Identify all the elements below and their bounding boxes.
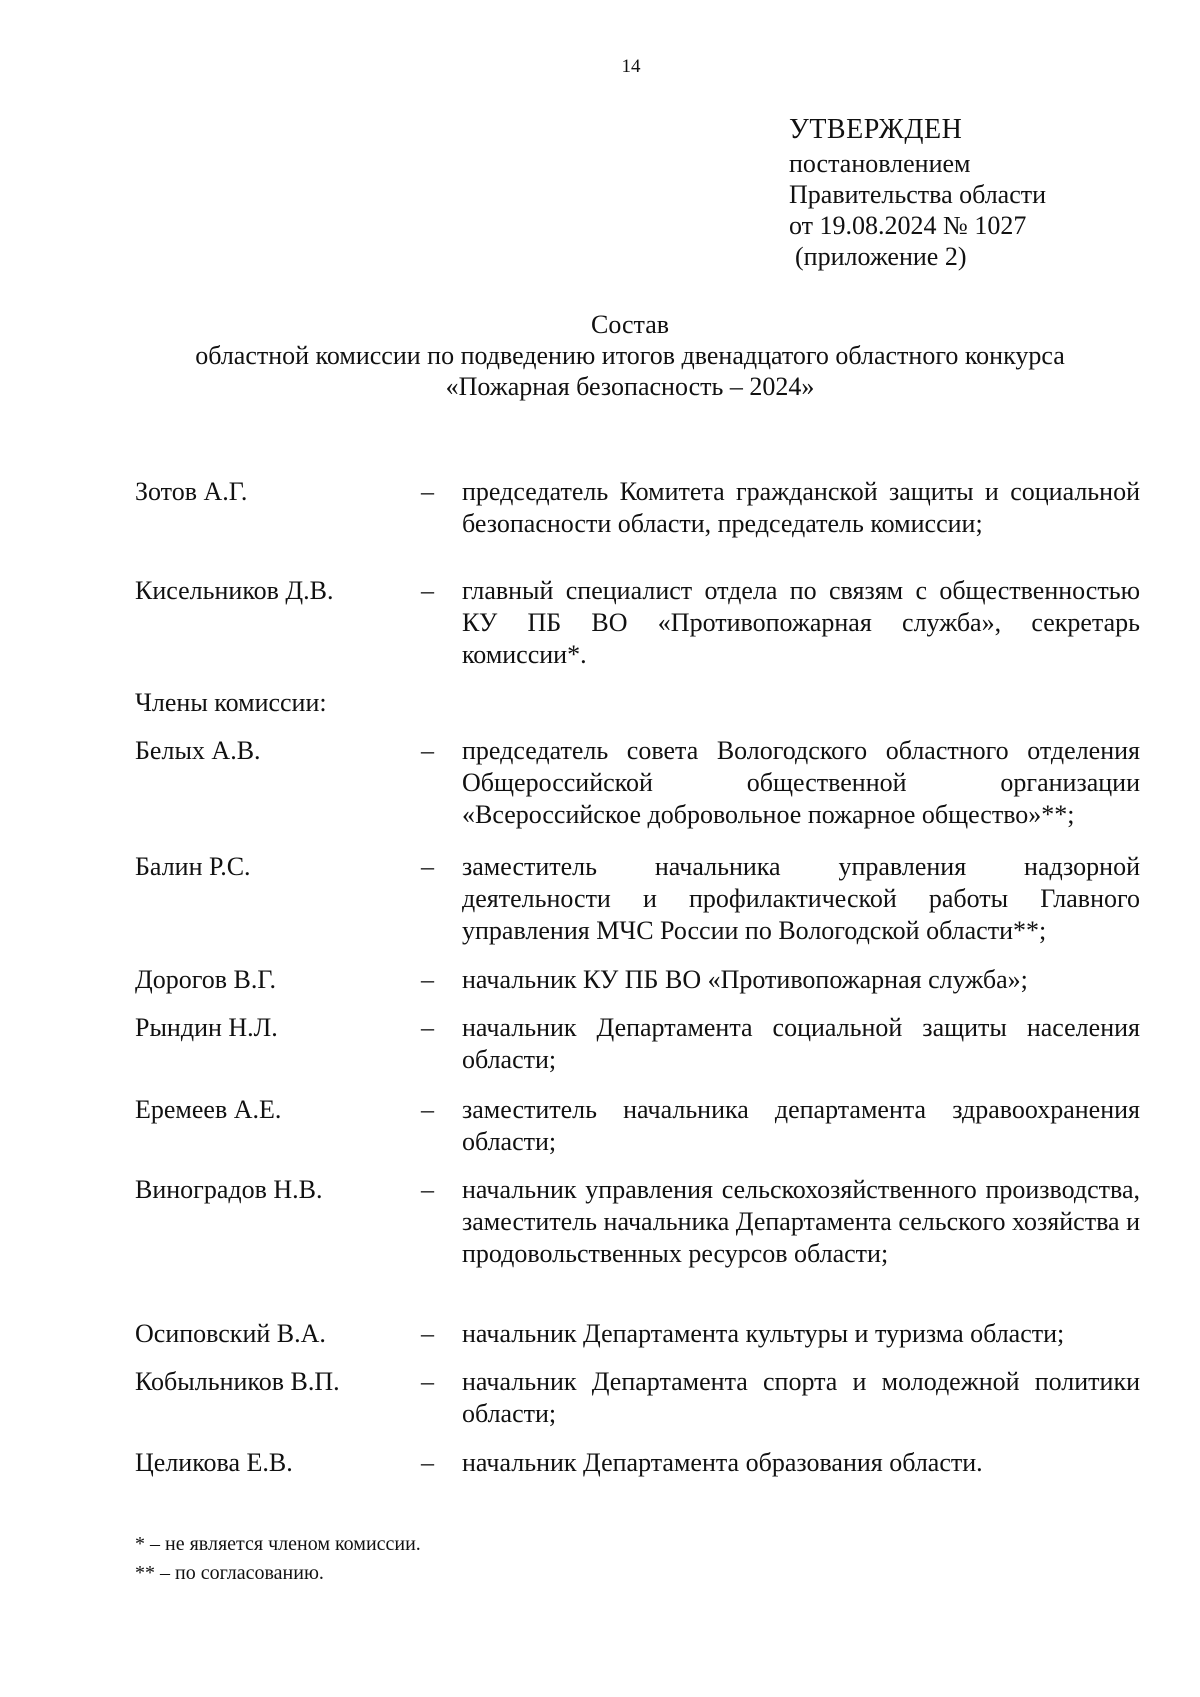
footnote: * – не является членом комиссии. [135,1533,421,1555]
dash: – [421,1367,434,1396]
dash: – [421,1013,434,1042]
footnotes [135,1530,421,1588]
page-number: 14 [621,56,641,77]
member-position: начальник Департамента социальной защиты населения области; [462,1013,1140,1074]
member-position: председатель Комитета гражданской защиты и социальной безопасности области, председатель комиссии; [462,477,1140,538]
member-name: Зотов А.Г. [135,477,248,506]
member-name: Кобыльников В.П. [135,1367,340,1396]
approval-line: от 19.08.2024 № 1027 [789,211,1027,240]
member-position: главный специалист отдела по связям с общественностью КУ ПБ ВО «Противопожарная служба», секретарь комиссии*. [462,576,1140,669]
approval-heading: УТВЕРЖДЕН [789,114,963,145]
member-position: начальник КУ ПБ ВО «Противопожарная служба»; [462,965,1028,994]
approval-block [789,112,1046,272]
member-name: Белых А.В. [135,736,261,765]
approval-annex: (приложение 2) [795,242,967,271]
member-name: Еремеев А.Е. [135,1095,282,1124]
member-position: начальник управления сельскохозяйственного производства, заместитель начальника Департамента сельского хозяйства и продовольственных ресурсов области; [462,1175,1140,1268]
member-position: заместитель начальника управления надзорной деятельности и профилактической работы Главного управления МЧС России по Вологодской области**; [462,852,1140,945]
member-name: Балин Р.С. [135,852,251,881]
footnote: ** – по согласованию. [135,1562,324,1584]
dash: – [421,1095,434,1124]
member-name: Кисельников Д.В. [135,576,334,605]
member-name: Рындин Н.Л. [135,1013,278,1042]
member-position: заместитель начальника департамента здравоохранения области; [462,1095,1140,1156]
title-line: Состав [590,310,670,339]
members-heading: Члены комиссии: [135,688,327,717]
dash: – [421,852,434,881]
approval-line: Правительства области [789,180,1047,209]
member-name: Дорогов В.Г. [135,965,276,994]
dash: – [421,576,434,605]
title-line: областной комиссии по подведению итогов двенадцатого областного конкурса [195,341,1065,370]
dash: – [421,1319,434,1348]
dash: – [421,1175,434,1204]
dash: – [421,1448,434,1477]
member-name: Осиповский В.А. [135,1319,326,1348]
member-name: Целикова Е.В. [135,1448,293,1477]
approval-line: постановлением [789,149,971,178]
dash: – [421,477,434,506]
title-line: «Пожарная безопасность – 2024» [445,372,815,401]
dash: – [421,965,434,994]
document-title [80,309,1180,402]
member-name: Виноградов Н.В. [135,1175,323,1204]
member-position: начальник Департамента образования области. [462,1448,983,1477]
member-position: начальник Департамента спорта и молодежной политики области; [462,1367,1140,1428]
dash: – [421,736,434,765]
member-position: председатель совета Вологодского областного отделения Общероссийской общественной организации «Всероссийское добровольное пожарное общество»**; [462,736,1140,829]
member-position: начальник Департамента культуры и туризма области; [462,1319,1065,1348]
